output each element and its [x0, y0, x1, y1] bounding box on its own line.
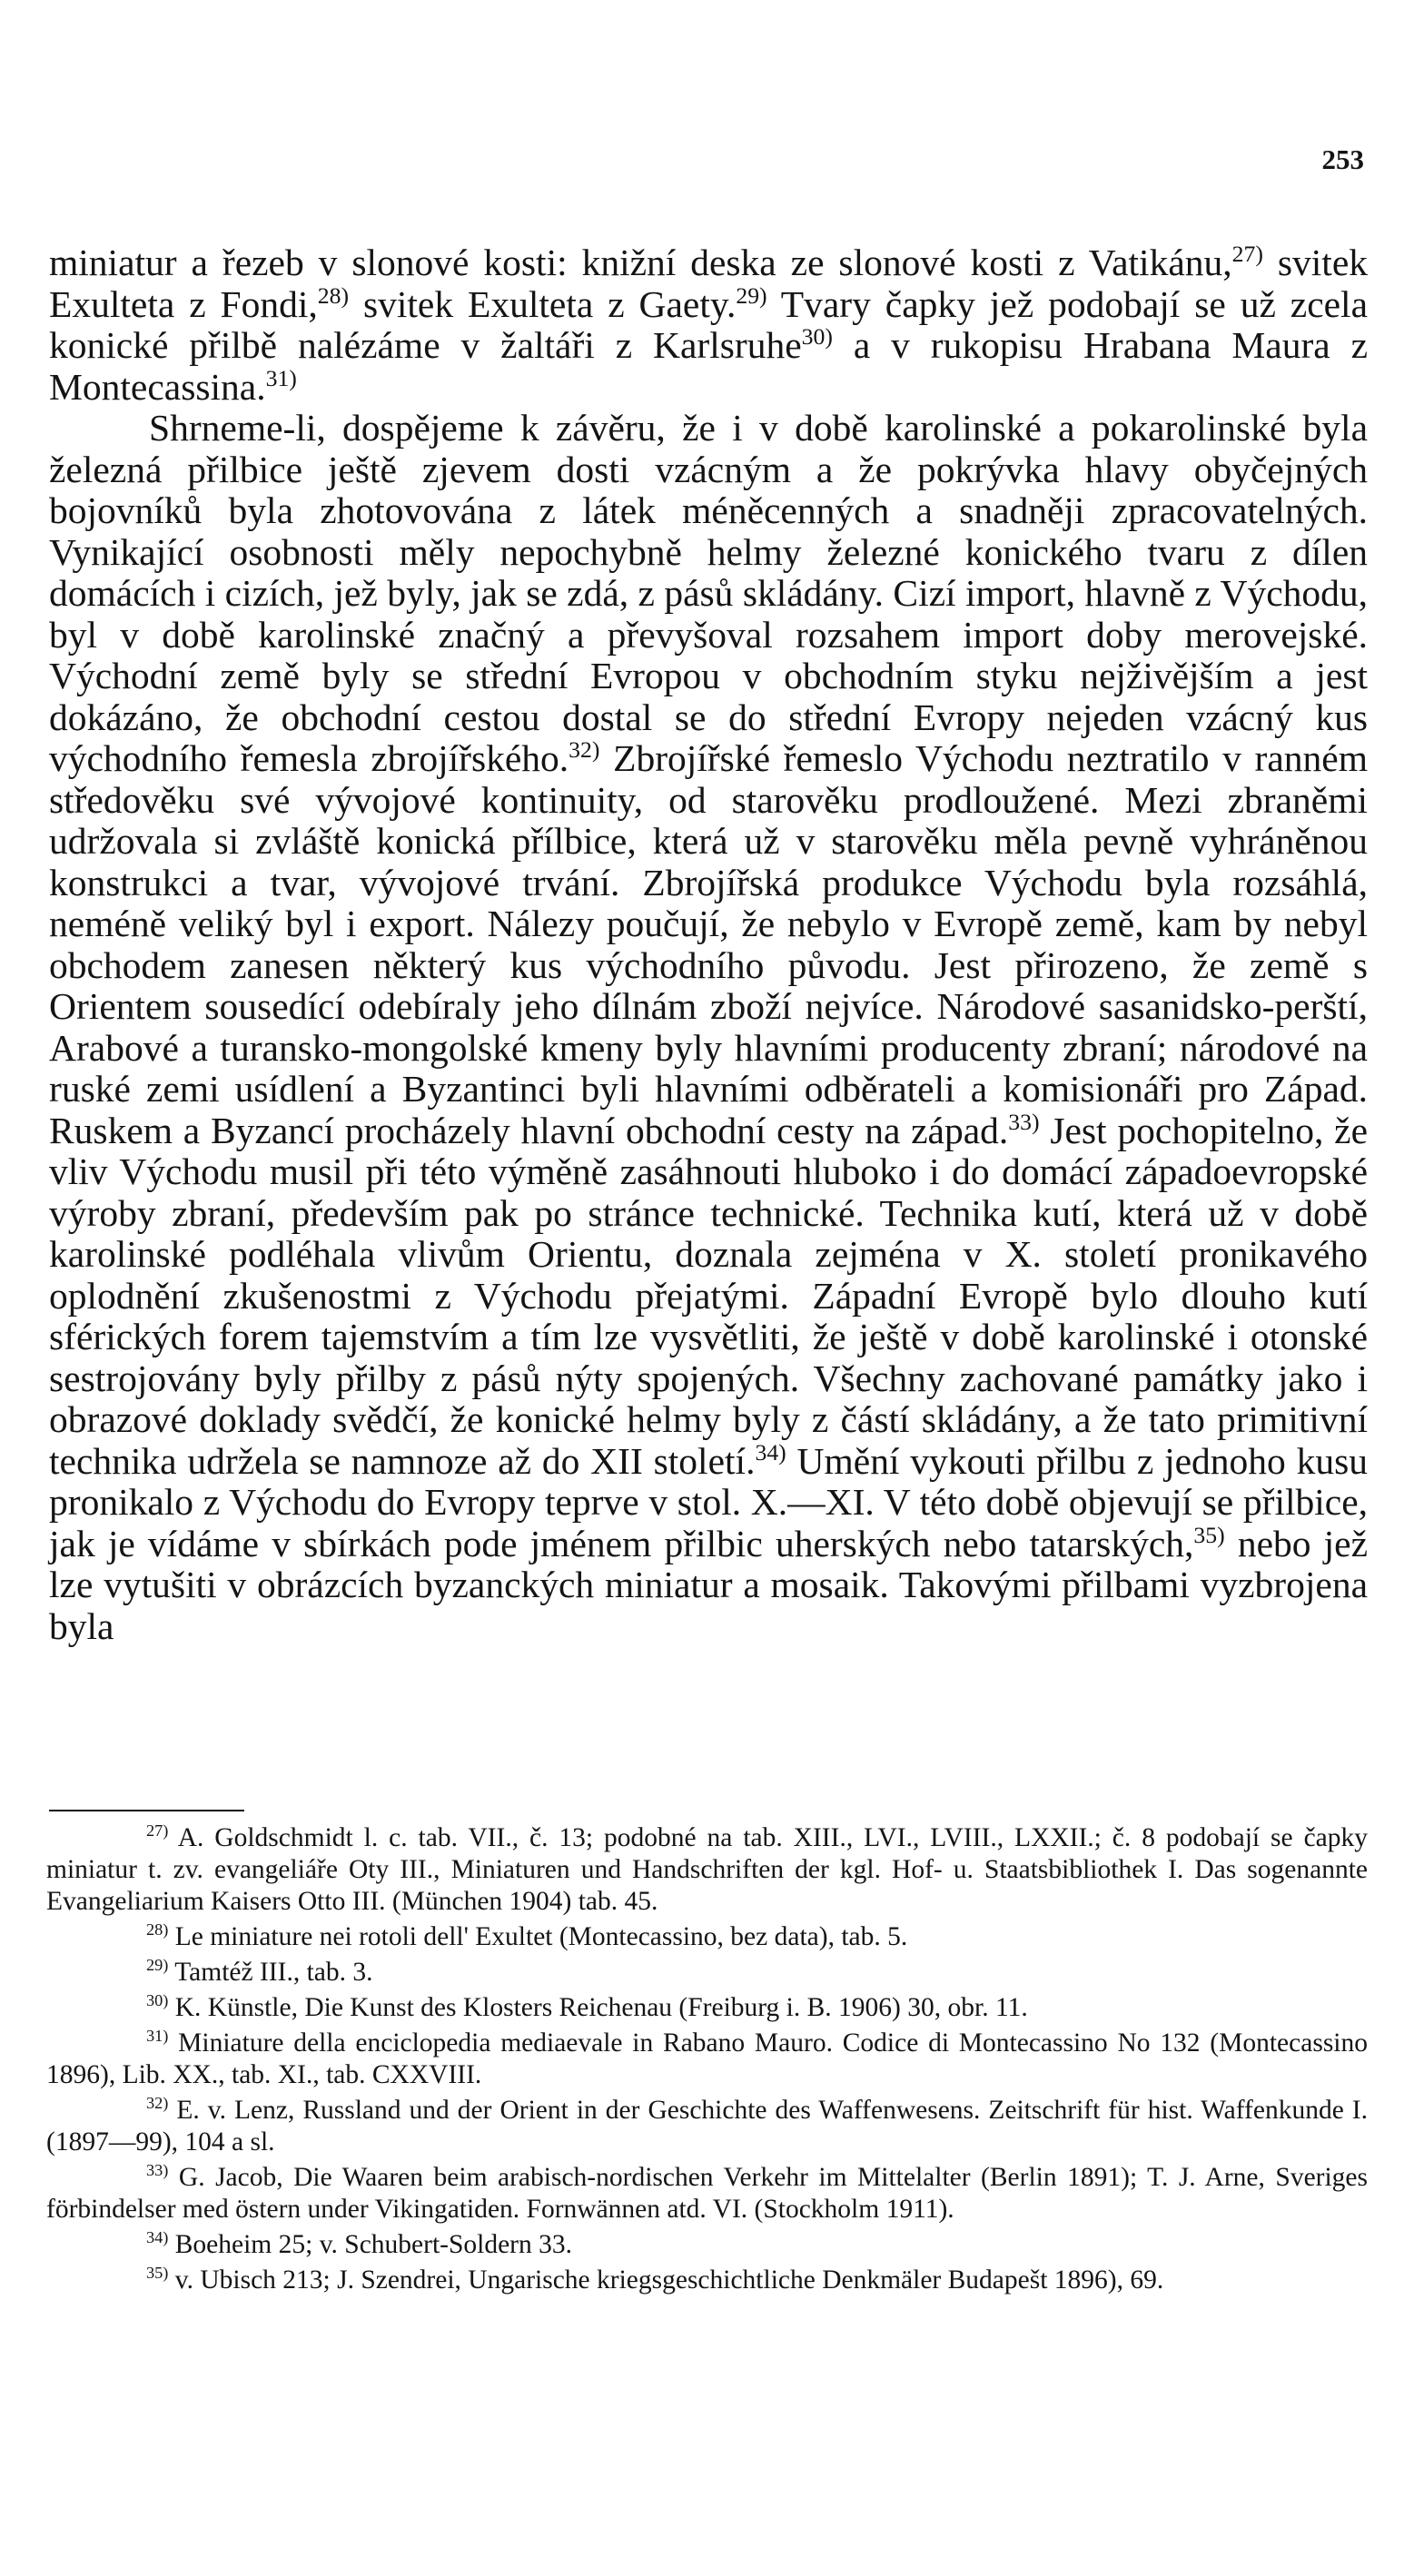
footnote	[46, 2028, 1368, 2091]
footnote-text: Tamtéž III., tab. 3.	[174, 1958, 373, 1987]
paragraph-text: miniatur a řezeb v slonové kosti: knižní deska ze slonové kosti z Vatikánu,	[49, 242, 1232, 283]
footnote-separator	[49, 1810, 244, 1811]
paragraph	[49, 408, 1368, 1647]
footnote-text: Le miniature nei rotoli dell' Exultet (Montecassino, bez data), tab. 5.	[174, 1922, 908, 1951]
footnote-text: A. Goldschmidt l. c. tab. VII., č. 13; podobné na tab. XIII., LVI., LVIII., LXXII.; č. 8 podobají se čapky miniatur t. zv. evangeliáře Oty III., Miniaturen und Handschriften der kgl. Hof- u. Staatsbibliothek I. Das sogenannte Evangeliarium Kaisers Otto III. (München 1904) tab. 45.	[46, 1823, 1369, 1916]
footnote-number: 31)	[146, 2027, 169, 2046]
footnote-number: 35)	[146, 2264, 169, 2283]
footnote-text: Boeheim 25; v. Schubert-Soldern 33.	[174, 2230, 572, 2259]
paragraph-text: a v rukopisu Hrabana Maura z Montecassina.	[49, 324, 1369, 408]
footnote-number: 33)	[146, 2161, 169, 2180]
footnote	[46, 1921, 1368, 1953]
footnote-number: 30)	[146, 1991, 169, 2010]
paragraph-text: Umění vykouti přilbu z jednoho kusu pronikalo z Východu do Evropy teprve v stol. X.—XI. V této době objevují se přilbice, jak je vídáme v sbírkách pode jménem přilbic uherských nebo tatarských,	[49, 1439, 1368, 1564]
footnote-reference: 31)	[265, 364, 297, 391]
footnote	[46, 1992, 1368, 2024]
footnote-reference: 34)	[755, 1438, 786, 1466]
footnote	[46, 2265, 1368, 2296]
paragraph	[49, 242, 1368, 408]
footnote-reference: 27)	[1231, 241, 1263, 268]
footnote-reference: 32)	[569, 736, 600, 764]
paragraph-text: Tvary čapky jež podobají se už zcela konické přilbě nalézáme v žaltáři z Karlsruhe	[49, 282, 1368, 366]
paragraph-text: svitek Exulteta z Fondi,	[49, 242, 1368, 325]
footnote-text: E. v. Lenz, Russland und der Orient in der Geschichte des Waffenwesens. Zeitschrift für hist. Waffenkunde I. (1897—99), 104 a sl.	[46, 2096, 1369, 2157]
paragraph-text: Zbrojířské řemeslo Východu neztratilo v ranném středověku své vývojové kontinuity, od starověku prodloužené. Mezi zbraněmi udržovala si zvláště konická přílbice, která už v starověku měla pevně vyhráněnou konstrukci a tvar, vývojové trvání. Zbrojířská produkce Východu byla rozsáhlá, neméně veliký byl i export. Nálezy poučují, že nebylo v Evropě země, kam by nebyl obchodem zanesen některý kus východního původu. Jest přirozeno, že země s Orientem sousedící odebíraly jeho dílnám zboží nejvíce. Národové sasanidsko-perští, Arabové a turansko-mongolské kmeny byly hlavními producenty zbraní; národové na ruské zemi usídlení a Byzantinci byli hlavními odběrateli a komisionáři pro Západ. Ruskem a Byzancí procházely hlavní obchodní cesty na západ.	[49, 737, 1368, 1151]
paragraph-text: Shrneme-li, dospějeme k závěru, že i v době karolinské a pokarolinské byla železná přilbice ještě zjevem dosti vzácným a že pokrývka hlavy obyčejných bojovníků byla zhotovována z látek méněcenných a snadněji zpracovatelných. Vynikající osobnosti měly nepochybně helmy železné konického tvaru z dílen domácích i cizích, jež byly, jak se zdá, z pásů skládány. Cizí import, hlavně z Východu, byl v době karolinské značný a převyšoval rozsahem import doby merovejské. Východní země byly se střední Evropou v obchodním styku nejživějším a jest dokázáno, že obchodní cestou dostal se do střední Evropy nejeden vzácný kus východního řemesla zbrojířského.	[49, 407, 1368, 779]
page-number: 253	[1321, 143, 1364, 175]
paragraph-text: Jest pochopitelno, že vliv Východu musil při této výměně zasáhnouti hluboko i do domácí západoevropské výroby zbraní, především pak po stránce technické. Technika kutí, která už v době karolinské podléhala vlivům Orientu, doznala zejména v X. století pronikavého oplodnění zkušenostmi z Východu přejatými. Západní Evropě bylo dlouho kutí sférických forem tajemstvím a tím lze vysvětliti, že ještě v době karolinské i otonské sestrojovány byly přilby z pásů nýty spojených. Všechny zachované památky jako i obrazové doklady svědčí, že konické helmy byly z částí skládány, a že tato primitivní technika udržela se namnoze až do XII století.	[49, 1109, 1368, 1482]
paragraph-text: nebo jež lze vytušiti v obrázcích byzanckých miniatur a mosaik. Takovými přilbami vyzbrojena byla	[49, 1522, 1368, 1647]
paragraph-text: svitek Exulteta z Gaety.	[349, 282, 737, 325]
footnote-number: 32)	[146, 2094, 169, 2113]
footnote-reference: 28)	[317, 281, 350, 309]
footnote-number: 27)	[146, 1821, 169, 1841]
footnote	[46, 2095, 1368, 2158]
footnote-number: 28)	[146, 1920, 169, 1939]
footnote-reference: 33)	[1008, 1108, 1040, 1135]
footnotes	[46, 1822, 1368, 2300]
footnote-text: K. Künstle, Die Kunst des Klosters Reichenau (Freiburg i. B. 1906) 30, obr. 11.	[174, 1993, 1028, 2022]
footnote-text: v. Ubisch 213; J. Szendrei, Ungarische kriegsgeschichtliche Denkmäler Budapešt 1896), 69.	[174, 2265, 1164, 2295]
footnote-number: 29)	[146, 1956, 169, 1975]
footnote-number: 34)	[146, 2228, 169, 2247]
body-text	[49, 242, 1368, 1647]
footnote-text: G. Jacob, Die Waaren beim arabisch-nordischen Verkehr im Mittelalter (Berlin 1891); T. J. Arne, Sveriges förbindelser med östern under Vikingatiden. Fornwännen atd. VI. (Stockholm 1911).	[46, 2163, 1369, 2224]
footnote-reference: 35)	[1193, 1521, 1225, 1548]
footnote	[46, 1822, 1368, 1918]
footnote-reference: 30)	[801, 323, 833, 350]
footnote	[46, 2229, 1368, 2261]
footnote	[46, 1957, 1368, 1989]
footnote-text: Miniature della enciclopedia mediaevale in Rabano Mauro. Codice di Montecassino No 132 (Montecassino 1896), Lib. XX., tab. XI., tab. CXXVIII.	[46, 2028, 1368, 2089]
footnote-reference: 29)	[736, 281, 767, 309]
footnote	[46, 2162, 1368, 2226]
